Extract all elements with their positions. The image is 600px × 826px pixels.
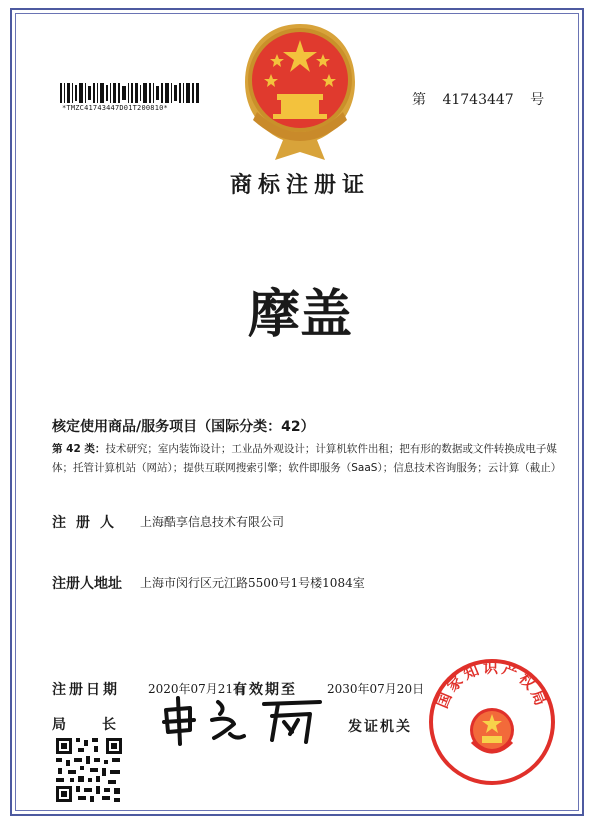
scope-heading: 核定使用商品/服务项目（国际分类：42） [52,419,315,435]
seal-text: 国家知识产权局 [433,658,551,711]
cert-number-value: 41743447 [442,92,514,108]
trademark-name: 摩盖 [247,285,352,345]
valid-until-label: 有效期至 [233,682,297,698]
qr-code [54,736,124,804]
address-label: 注册人地址 [52,576,122,592]
issuer-label: 发证机关 [348,719,412,735]
official-seal [428,658,556,786]
registrant-label: 注册人 [52,515,124,531]
director-label: 局长 [52,717,152,733]
cert-number-prefix: 第 [412,92,426,108]
svg-text:国家知识产权局 [433,659,551,711]
scope-body [52,440,562,478]
national-emblem-icon [235,20,365,170]
certificate-title: 商标注册证 [229,172,370,198]
valid-until-value: 2030年07月20日 [327,682,425,696]
registrant-value: 上海酷享信息技术有限公司 [140,515,285,529]
scope-class-label: 第 42 类： [52,443,106,455]
certificate-number [412,89,556,109]
barcode [60,83,200,103]
scope-items: 技术研究；室内装饰设计；工业品外观设计；计算机软件出租；把有形的数据或文件转换成电子媒体；托管计算机站（网站）；提供互联网搜索引擎；软件即服务（SaaS）；信息技术咨询服务；云计算（截止） [52,443,562,474]
director-signature [160,694,330,748]
barcode-text: *TMZC41743447D01T200810* [62,104,168,112]
address-value: 上海市闵行区元江路5500号1号楼1084室 [140,576,365,590]
registration-date-value: 2020年07月21日 [148,682,246,696]
registration-date-label: 注册日期 [52,682,120,698]
cert-number-suffix: 号 [530,92,545,108]
